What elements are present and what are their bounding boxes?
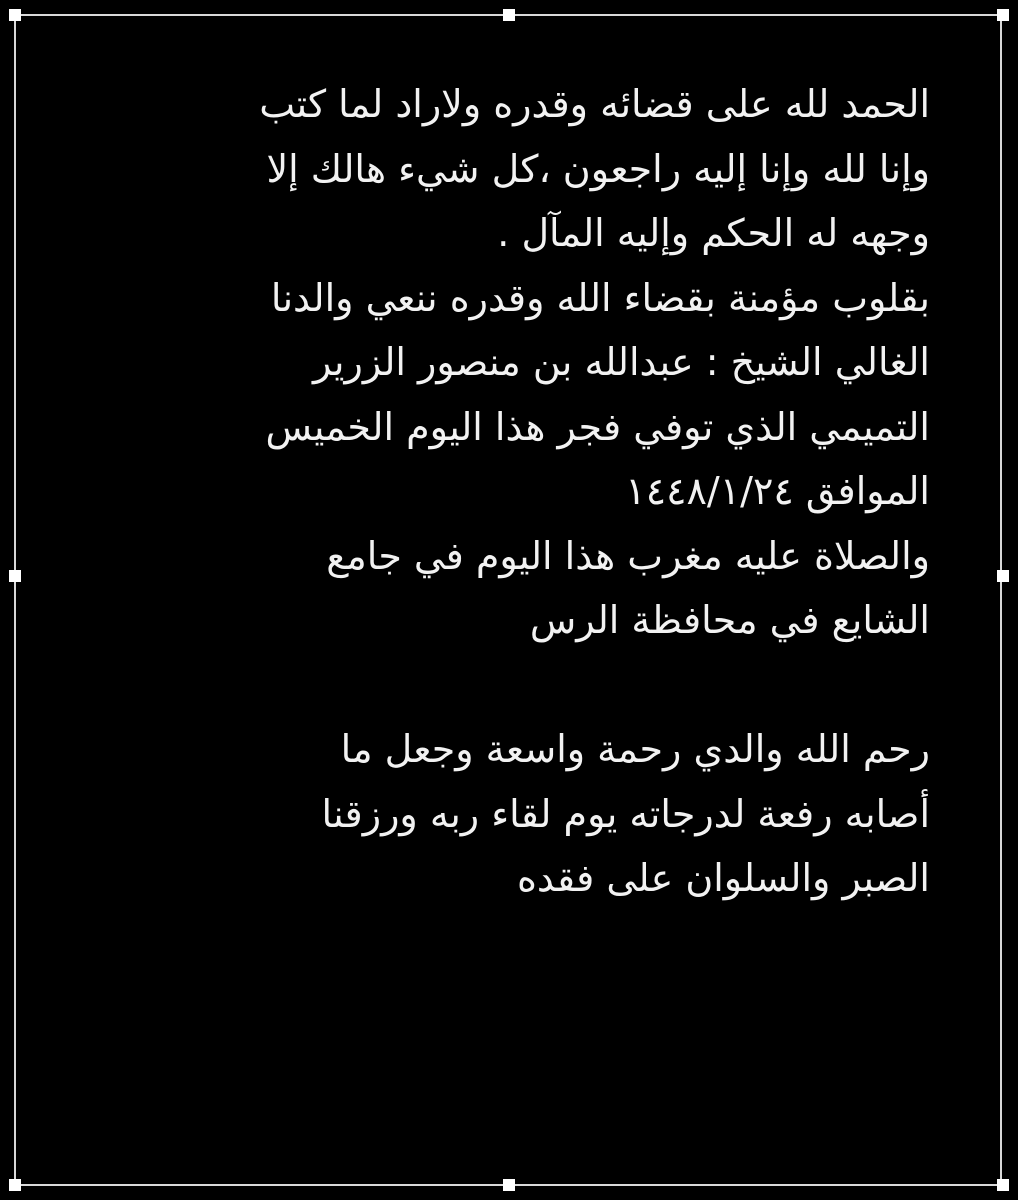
text-line: بقلوب مؤمنة بقضاء الله وقدره ننعي والدنا <box>270 275 930 320</box>
text-line: وإنا لله وإنا إليه راجعون ،كل شيء هالك إلا <box>266 146 930 191</box>
text-line: التميمي الذي توفي فجر هذا اليوم الخميس <box>265 404 930 449</box>
crop-handle-top-right[interactable] <box>997 9 1009 21</box>
crop-handle-right[interactable] <box>997 570 1009 582</box>
crop-handle-bottom[interactable] <box>503 1179 515 1191</box>
crop-handle-bottom-right[interactable] <box>997 1179 1009 1191</box>
condolence-text <box>90 72 930 911</box>
crop-handle-top-left[interactable] <box>9 9 21 21</box>
text-line: رحم الله والدي رحمة واسعة وجعل ما <box>340 727 930 771</box>
text-line: الحمد لله على قضائه وقدره ولاراد لما كتب <box>259 82 930 126</box>
text-line: أصابه رفعة لدرجاته يوم لقاء ربه ورزقنا <box>321 791 930 836</box>
text-line: الغالي الشيخ : عبدالله بن منصور الزرير <box>312 340 930 384</box>
text-line: والصلاة عليه مغرب هذا اليوم في جامع <box>326 533 930 578</box>
crop-handle-left[interactable] <box>9 570 21 582</box>
text-line: الصبر والسلوان على فقده <box>517 856 930 900</box>
crop-handle-bottom-left[interactable] <box>9 1179 21 1191</box>
blank-line <box>90 653 930 718</box>
text-line: الشايع في محافظة الرس <box>529 598 930 642</box>
text-line: وجهه له الحكم وإليه المآل . <box>497 211 930 255</box>
crop-handle-top[interactable] <box>503 9 515 21</box>
text-line: الموافق ١٤٤٨/١/٢٤ <box>625 469 930 513</box>
